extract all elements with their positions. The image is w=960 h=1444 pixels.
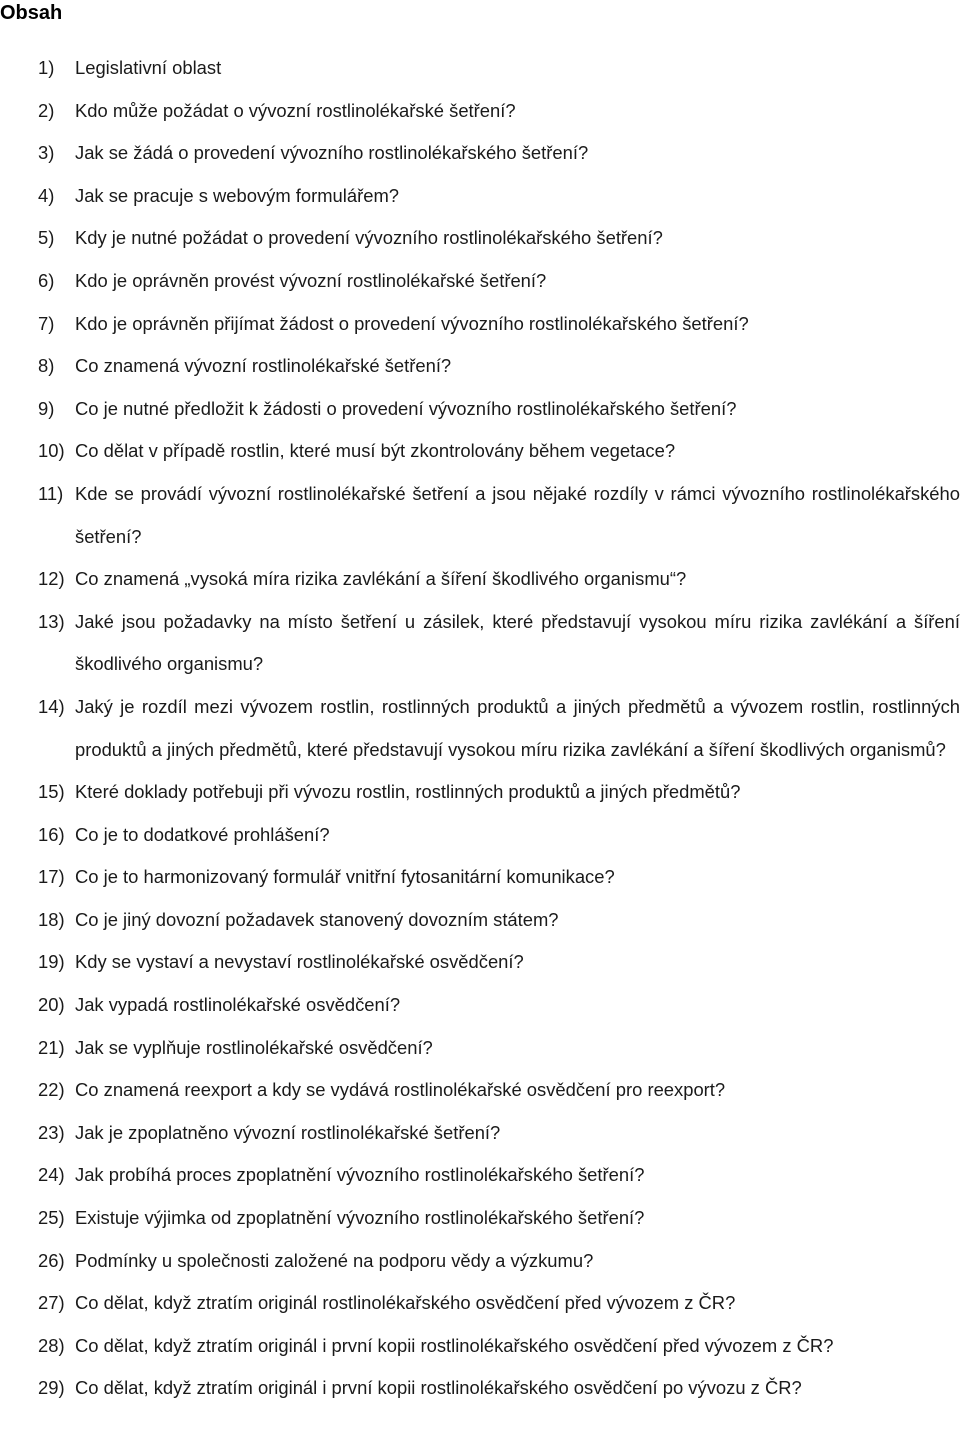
toc-item	[38, 1154, 960, 1197]
toc-item-number: 10)	[38, 440, 65, 462]
toc-item-text: Jak se žádá o provedení vývozního rostlinolékařského šetření?	[75, 142, 589, 164]
toc-item-number: 20)	[38, 994, 65, 1016]
toc-item	[38, 260, 960, 303]
toc-item-number: 23)	[38, 1121, 65, 1143]
toc-item	[38, 303, 960, 346]
toc-item-text: Kdo může požádat o vývozní rostlinolékařské šetření?	[75, 99, 516, 121]
toc-item	[38, 1197, 960, 1240]
toc-item-text: Podmínky u společnosti založené na podporu vědy a výzkumu?	[75, 1249, 594, 1271]
toc-item-number: 27)	[38, 1292, 65, 1314]
toc-item	[38, 686, 960, 771]
toc-item-text: Které doklady potřebuji při vývozu rostlin, rostlinných produktů a jiných předmětů?	[75, 781, 741, 803]
toc-item-text: Co je to harmonizovaný formulář vnitřní fytosanitární komunikace?	[75, 866, 615, 888]
toc-item	[38, 175, 960, 218]
toc-item-text: Jak vypadá rostlinolékařské osvědčení?	[75, 994, 401, 1016]
toc-item	[38, 771, 960, 814]
toc-item-number: 26)	[38, 1249, 65, 1271]
toc-item	[38, 1367, 960, 1410]
toc-item	[38, 388, 960, 431]
toc-item-text: Legislativní oblast	[75, 57, 222, 78]
toc-item-text: Co dělat, když ztratím originál i první kopii rostlinolékařského osvědčení před vývozem z ČR?	[75, 1334, 834, 1356]
toc-item	[38, 814, 960, 857]
toc-item-number: 24)	[38, 1164, 65, 1186]
toc-item-number: 7)	[38, 312, 55, 334]
toc-item-text: Co dělat, když ztratím originál i první kopii rostlinolékařského osvědčení po vývozu z ČR?	[75, 1377, 802, 1399]
toc-item-text: Jak se vyplňuje rostlinolékařské osvědčení?	[75, 1036, 433, 1058]
toc-item-text: Jak je zpoplatněno vývozní rostlinolékařské šetření?	[75, 1121, 501, 1143]
toc-item	[38, 345, 960, 388]
toc-item	[38, 1325, 960, 1368]
toc-item-text: Co znamená vývozní rostlinolékařské šetření?	[75, 355, 452, 377]
toc-item	[38, 899, 960, 942]
toc-item	[38, 47, 960, 90]
toc-item-text: Co je to dodatkové prohlášení?	[75, 823, 330, 845]
toc-item-number: 1)	[38, 57, 55, 78]
toc-item-number: 19)	[38, 951, 65, 973]
toc-item-number: 2)	[38, 99, 55, 121]
toc-item-text: Kdo je oprávněn provést vývozní rostlinolékařské šetření?	[75, 269, 547, 291]
toc-item-number: 18)	[38, 908, 65, 930]
toc-item-number: 12)	[38, 568, 65, 590]
toc-item-text: Co je jiný dovozní požadavek stanovený dovozním státem?	[75, 908, 559, 930]
toc-item-number: 28)	[38, 1334, 65, 1356]
toc-item-text: Co znamená „vysoká míra rizika zavlékání a šíření škodlivého organismu“?	[75, 568, 687, 590]
toc-item	[38, 984, 960, 1027]
toc-item	[38, 1240, 960, 1283]
toc-item-number: 29)	[38, 1377, 65, 1399]
toc-item	[38, 856, 960, 899]
toc-item-number: 15)	[38, 781, 65, 803]
toc-item	[38, 90, 960, 133]
toc-item	[38, 430, 960, 473]
toc-item-number: 25)	[38, 1207, 65, 1229]
toc-item-number: 17)	[38, 866, 65, 888]
toc-item-text: Kdy se vystaví a nevystaví rostlinolékařské osvědčení?	[75, 951, 524, 973]
toc-item-number: 22)	[38, 1079, 65, 1101]
toc-item-text: Co dělat v případě rostlin, které musí být zkontrolovány během vegetace?	[75, 440, 676, 462]
toc-item-number: 11)	[38, 482, 64, 504]
toc-item-number: 14)	[38, 695, 65, 717]
toc-item-text: Kdo je oprávněn přijímat žádost o provedení vývozního rostlinolékařského šetření?	[75, 312, 749, 334]
table-of-contents	[38, 47, 960, 1410]
toc-item-number: 5)	[38, 227, 55, 249]
toc-item-number: 13)	[38, 610, 65, 632]
toc-item-text: Co dělat, když ztratím originál rostlinolékařského osvědčení před vývozem z ČR?	[75, 1292, 736, 1314]
toc-item-text: Existuje výjimka od zpoplatnění vývozního rostlinolékařského šetření?	[75, 1207, 645, 1229]
toc-item	[38, 1069, 960, 1112]
toc-item	[38, 601, 960, 686]
toc-item-number: 16)	[38, 823, 65, 845]
toc-item-number: 4)	[38, 184, 55, 206]
toc-item-text: Co znamená reexport a kdy se vydává rostlinolékařské osvědčení pro reexport?	[75, 1079, 726, 1101]
toc-item	[38, 1027, 960, 1070]
toc-item-number: 3)	[38, 142, 55, 164]
toc-item	[38, 217, 960, 260]
toc-item-text: Jak se pracuje s webovým formulářem?	[75, 184, 400, 206]
toc-item-text: Jaké jsou požadavky na místo šetření u zásilek, které představují vysokou míru rizika zavlékání a šíření škodlivého organismu?	[75, 610, 960, 675]
toc-item-text: Co je nutné předložit k žádosti o provedení vývozního rostlinolékařského šetření?	[75, 397, 737, 419]
toc-item	[38, 558, 960, 601]
toc-item-number: 9)	[38, 397, 55, 419]
toc-item-number: 6)	[38, 269, 55, 291]
toc-item-text: Jaký je rozdíl mezi vývozem rostlin, rostlinných produktů a jiných předmětů a vývozem rostlin, rostlinných produktů a jiných předmětů, které představují vysokou míru rizika zavlékání a šíření škodlivých organismů?	[75, 695, 960, 760]
toc-item	[38, 1282, 960, 1325]
toc-item-number: 21)	[38, 1036, 65, 1058]
toc-item	[38, 473, 960, 558]
toc-item-text: Jak probíhá proces zpoplatnění vývozního rostlinolékařského šetření?	[75, 1164, 645, 1186]
toc-item-text: Kdy je nutné požádat o provedení vývozního rostlinolékařského šetření?	[75, 227, 663, 249]
toc-item	[38, 941, 960, 984]
toc-item	[38, 132, 960, 175]
page-title: Obsah	[0, 2, 63, 24]
toc-item-number: 8)	[38, 355, 55, 377]
toc-item-text: Kde se provádí vývozní rostlinolékařské šetření a jsou nějaké rozdíly v rámci vývozního rostlinolékařského šetření?	[75, 482, 960, 547]
toc-item	[38, 1112, 960, 1155]
